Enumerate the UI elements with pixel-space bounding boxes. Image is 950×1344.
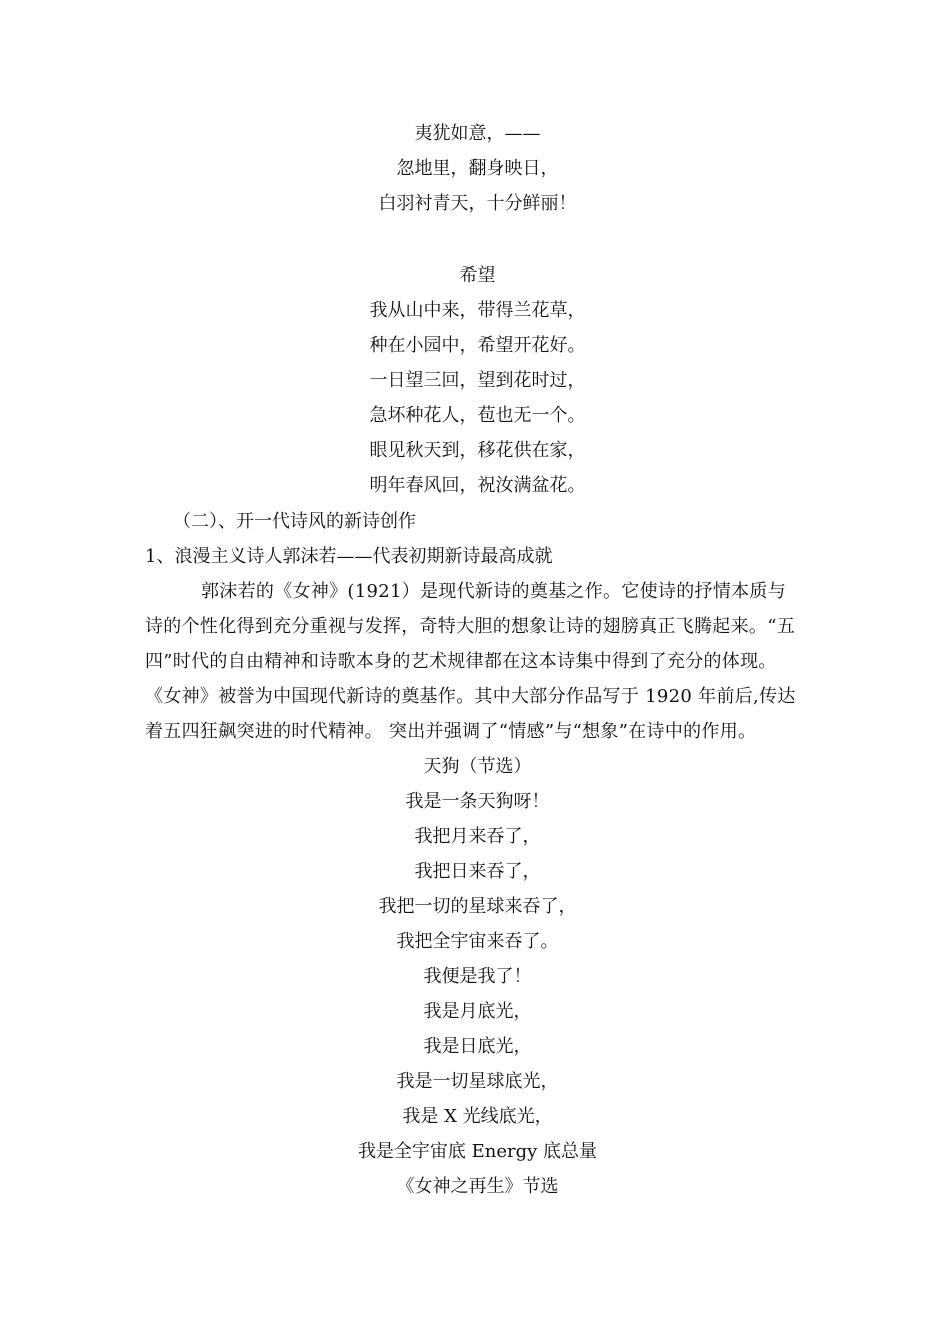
poem-line: 急坏种花人，苞也无一个。 bbox=[369, 405, 586, 426]
paragraph-line: 郭沫若的《女神》(1921）是现代新诗的奠基之作。它使诗的抒情本质与 bbox=[201, 581, 787, 602]
poem-line: 一日望三回，望到花时过， bbox=[369, 370, 586, 391]
paragraph-line: 着五四狂飙突进的时代精神。 突出并强调了“情感”与“想象”在诗中的作用。 bbox=[145, 721, 757, 742]
poem-line: 夷犹如意，—— bbox=[414, 123, 541, 144]
poem-line: 我是 X 光线底光， bbox=[402, 1106, 553, 1127]
poem-line: 我把月来吞了， bbox=[414, 826, 541, 847]
poem-line: 种在小园中，希望开花好。 bbox=[369, 335, 586, 356]
next-poem-title: 《女神之再生》节选 bbox=[396, 1176, 559, 1197]
poem-title: 天狗（节选） bbox=[423, 756, 532, 777]
poem-line: 我是全宇宙底 Energy 底总量 bbox=[357, 1141, 598, 1162]
poem-line: 白羽衬青天，十分鲜丽！ bbox=[378, 193, 577, 214]
paragraph-line: 诗的个性化得到充分重视与发挥，奇特大胆的想象让诗的翅膀真正飞腾起来。“五 bbox=[145, 616, 795, 637]
section-heading: （二）、开一代诗风的新诗创作 bbox=[173, 511, 416, 532]
poem-line: 我把一切的星球来吞了， bbox=[378, 896, 577, 917]
poem-line: 我是月底光， bbox=[423, 1001, 532, 1022]
paragraph-line: 《女神》被誉为中国现代新诗的奠基作。其中大部分作品写于 1920 年前后,传达 bbox=[145, 686, 796, 707]
poem-line: 我把日来吞了， bbox=[414, 861, 541, 882]
poem-line: 我是一切星球底光， bbox=[396, 1071, 559, 1092]
poem-line: 我把全宇宙来吞了。 bbox=[396, 931, 559, 952]
section-body bbox=[145, 504, 810, 749]
poem-line: 我是日底光， bbox=[423, 1036, 532, 1057]
poem-tiangou bbox=[145, 749, 810, 1204]
poem-line: 我是一条天狗呀！ bbox=[405, 791, 550, 812]
poem-line: 我从山中来，带得兰花草， bbox=[369, 300, 586, 321]
poem-hope bbox=[145, 258, 810, 503]
poem-title: 希望 bbox=[459, 265, 496, 286]
poem-line: 明年春风回，祝汝满盆花。 bbox=[369, 475, 586, 496]
paragraph-line: 四”时代的自由精神和诗歌本身的艺术规律都在这本诗集中得到了充分的体现。 bbox=[145, 651, 777, 672]
section-subheading: 1、浪漫主义诗人郭沫若——代表初期新诗最高成就 bbox=[145, 546, 553, 567]
poem-line: 眼见秋天到，移花供在家， bbox=[369, 440, 586, 461]
poem-line: 我便是我了！ bbox=[423, 966, 532, 987]
poem-line: 忽地里，翻身映日， bbox=[396, 158, 559, 179]
poem-fragment bbox=[145, 116, 810, 221]
